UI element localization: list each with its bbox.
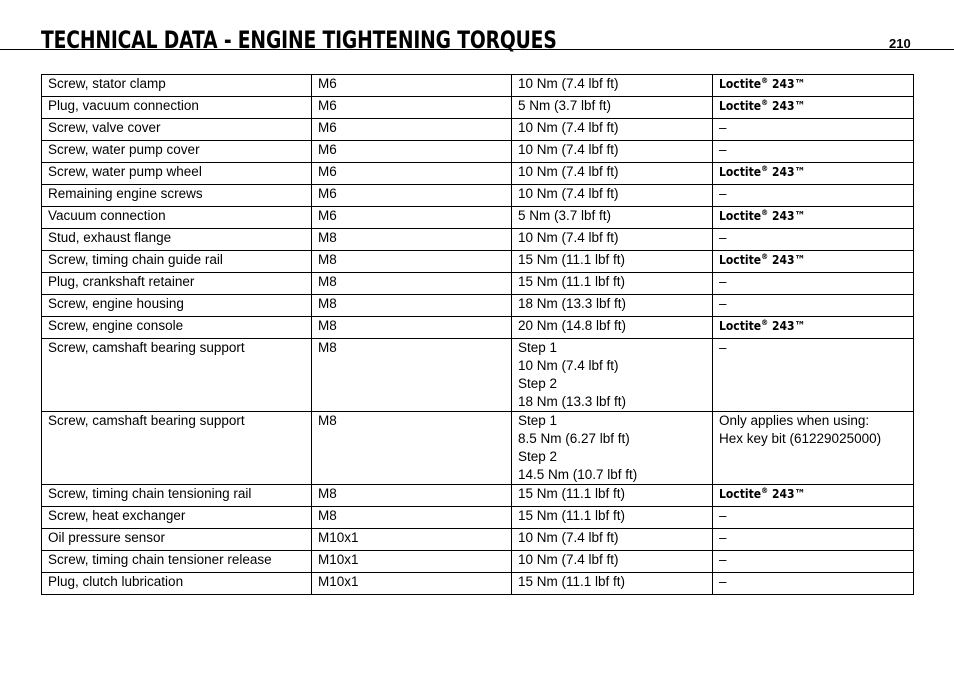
registered-mark: ® bbox=[761, 252, 769, 261]
loctite-label bbox=[719, 75, 805, 93]
cell-component: Screw, timing chain tensioner release bbox=[42, 551, 312, 573]
note-line: – bbox=[719, 120, 727, 135]
cell-thread: M8 bbox=[312, 507, 512, 529]
loctite-brand: Loctite bbox=[719, 209, 762, 223]
cell-thread: M10x1 bbox=[312, 573, 512, 595]
table-row bbox=[42, 412, 914, 485]
cell-torque bbox=[512, 551, 713, 573]
cell-thread: M10x1 bbox=[312, 551, 512, 573]
torque-line: 8.5 Nm (6.27 lbf ft) bbox=[518, 431, 630, 446]
loctite-label bbox=[719, 485, 805, 503]
torque-line: 15 Nm (11.1 lbf ft) bbox=[518, 574, 626, 589]
torque-line: Step 1 bbox=[518, 340, 558, 355]
torque-line: 20 Nm (14.8 lbf ft) bbox=[518, 318, 627, 333]
cell-note bbox=[713, 163, 914, 185]
table-row bbox=[42, 163, 914, 185]
note-line: – bbox=[719, 274, 727, 289]
loctite-product: 243™ bbox=[772, 487, 806, 501]
torque-table-body bbox=[42, 75, 914, 595]
table-row bbox=[42, 295, 914, 317]
cell-torque bbox=[512, 485, 713, 507]
cell-component: Screw, stator clamp bbox=[42, 75, 312, 97]
cell-torque bbox=[512, 119, 713, 141]
loctite-label bbox=[719, 317, 805, 335]
loctite-brand: Loctite bbox=[719, 319, 762, 333]
cell-torque bbox=[512, 529, 713, 551]
cell-thread: M8 bbox=[312, 317, 512, 339]
cell-thread: M6 bbox=[312, 119, 512, 141]
torque-line: 10 Nm (7.4 lbf ft) bbox=[518, 530, 619, 545]
table-row bbox=[42, 507, 914, 529]
torque-line: 10 Nm (7.4 lbf ft) bbox=[518, 552, 619, 567]
cell-thread: M8 bbox=[312, 339, 512, 412]
table-row bbox=[42, 75, 914, 97]
cell-note bbox=[713, 412, 914, 485]
cell-torque bbox=[512, 251, 713, 273]
cell-torque bbox=[512, 273, 713, 295]
torque-line: 10 Nm (7.4 lbf ft) bbox=[518, 186, 619, 201]
cell-component: Plug, vacuum connection bbox=[42, 97, 312, 119]
cell-note bbox=[713, 529, 914, 551]
cell-torque bbox=[512, 185, 713, 207]
torque-line: Step 2 bbox=[518, 376, 558, 391]
header-rule bbox=[0, 49, 954, 50]
cell-component: Screw, water pump wheel bbox=[42, 163, 312, 185]
cell-note bbox=[713, 185, 914, 207]
loctite-product: 243™ bbox=[772, 77, 806, 91]
cell-thread: M10x1 bbox=[312, 529, 512, 551]
loctite-label bbox=[719, 251, 805, 269]
torque-line: 15 Nm (11.1 lbf ft) bbox=[518, 274, 626, 289]
registered-mark: ® bbox=[761, 164, 769, 173]
cell-component: Vacuum connection bbox=[42, 207, 312, 229]
loctite-label bbox=[719, 97, 805, 115]
note-line: – bbox=[719, 230, 727, 245]
torque-line: 10 Nm (7.4 lbf ft) bbox=[518, 142, 619, 157]
torque-line: 10 Nm (7.4 lbf ft) bbox=[518, 164, 619, 179]
cell-component: Screw, valve cover bbox=[42, 119, 312, 141]
page-title: TECHNICAL DATA - ENGINE TIGHTENING TORQUES bbox=[41, 26, 557, 54]
torque-line: Step 2 bbox=[518, 449, 558, 464]
torque-line: 10 Nm (7.4 lbf ft) bbox=[518, 230, 619, 245]
cell-component: Screw, timing chain tensioning rail bbox=[42, 485, 312, 507]
cell-torque bbox=[512, 229, 713, 251]
loctite-product: 243™ bbox=[772, 253, 806, 267]
cell-note bbox=[713, 119, 914, 141]
cell-component: Screw, water pump cover bbox=[42, 141, 312, 163]
cell-torque bbox=[512, 317, 713, 339]
torque-line: 18 Nm (13.3 lbf ft) bbox=[518, 296, 627, 311]
cell-note bbox=[713, 551, 914, 573]
cell-component: Screw, timing chain guide rail bbox=[42, 251, 312, 273]
table-row bbox=[42, 185, 914, 207]
cell-torque bbox=[512, 163, 713, 185]
cell-thread: M8 bbox=[312, 412, 512, 485]
table-row bbox=[42, 573, 914, 595]
cell-torque bbox=[512, 75, 713, 97]
torque-table bbox=[41, 74, 914, 595]
note-line: – bbox=[719, 186, 727, 201]
torque-line: 10 Nm (7.4 lbf ft) bbox=[518, 120, 619, 135]
cell-thread: M6 bbox=[312, 97, 512, 119]
cell-component: Plug, clutch lubrication bbox=[42, 573, 312, 595]
torque-line: 14.5 Nm (10.7 lbf ft) bbox=[518, 467, 638, 482]
loctite-product: 243™ bbox=[772, 209, 806, 223]
note-line: Hex key bit (61229025000) bbox=[719, 431, 882, 446]
cell-thread: M6 bbox=[312, 141, 512, 163]
loctite-product: 243™ bbox=[772, 319, 806, 333]
registered-mark: ® bbox=[761, 318, 769, 327]
loctite-brand: Loctite bbox=[719, 99, 762, 113]
table-row bbox=[42, 229, 914, 251]
note-line: – bbox=[719, 552, 727, 567]
cell-torque bbox=[512, 412, 713, 485]
table-row bbox=[42, 529, 914, 551]
cell-note bbox=[713, 339, 914, 412]
table-row bbox=[42, 207, 914, 229]
cell-note bbox=[713, 485, 914, 507]
loctite-brand: Loctite bbox=[719, 77, 762, 91]
loctite-brand: Loctite bbox=[719, 487, 762, 501]
cell-note bbox=[713, 229, 914, 251]
note-line: – bbox=[719, 508, 727, 523]
torque-line: 10 Nm (7.4 lbf ft) bbox=[518, 76, 619, 91]
registered-mark: ® bbox=[761, 208, 769, 217]
cell-component: Screw, camshaft bearing support bbox=[42, 412, 312, 485]
table-row bbox=[42, 339, 914, 412]
cell-note bbox=[713, 507, 914, 529]
torque-line: 15 Nm (11.1 lbf ft) bbox=[518, 508, 626, 523]
cell-torque bbox=[512, 141, 713, 163]
loctite-brand: Loctite bbox=[719, 165, 762, 179]
cell-component: Oil pressure sensor bbox=[42, 529, 312, 551]
cell-note bbox=[713, 97, 914, 119]
note-line: – bbox=[719, 142, 727, 157]
note-line: Only applies when using: bbox=[719, 413, 870, 428]
torque-line: 15 Nm (11.1 lbf ft) bbox=[518, 486, 626, 501]
loctite-label bbox=[719, 163, 805, 181]
table-row bbox=[42, 273, 914, 295]
cell-torque bbox=[512, 507, 713, 529]
cell-note bbox=[713, 573, 914, 595]
cell-component: Screw, camshaft bearing support bbox=[42, 339, 312, 412]
torque-line: 18 Nm (13.3 lbf ft) bbox=[518, 394, 627, 409]
table-row bbox=[42, 119, 914, 141]
cell-note bbox=[713, 75, 914, 97]
table-row bbox=[42, 97, 914, 119]
cell-note bbox=[713, 273, 914, 295]
loctite-product: 243™ bbox=[772, 99, 806, 113]
cell-component: Screw, heat exchanger bbox=[42, 507, 312, 529]
note-line: – bbox=[719, 340, 727, 355]
cell-thread: M8 bbox=[312, 251, 512, 273]
loctite-brand: Loctite bbox=[719, 253, 762, 267]
registered-mark: ® bbox=[761, 98, 769, 107]
cell-torque bbox=[512, 97, 713, 119]
loctite-label bbox=[719, 207, 805, 225]
cell-component: Screw, engine console bbox=[42, 317, 312, 339]
table-row bbox=[42, 551, 914, 573]
cell-torque bbox=[512, 339, 713, 412]
note-line: – bbox=[719, 296, 727, 311]
cell-thread: M8 bbox=[312, 229, 512, 251]
cell-thread: M6 bbox=[312, 163, 512, 185]
registered-mark: ® bbox=[761, 486, 769, 495]
page-number: 210 bbox=[889, 36, 911, 51]
cell-thread: M6 bbox=[312, 75, 512, 97]
note-line: – bbox=[719, 574, 727, 589]
cell-note bbox=[713, 141, 914, 163]
torque-line: 10 Nm (7.4 lbf ft) bbox=[518, 358, 619, 373]
cell-note bbox=[713, 251, 914, 273]
cell-thread: M6 bbox=[312, 185, 512, 207]
cell-thread: M8 bbox=[312, 485, 512, 507]
cell-note bbox=[713, 295, 914, 317]
cell-note bbox=[713, 207, 914, 229]
torque-line: Step 1 bbox=[518, 413, 558, 428]
cell-thread: M8 bbox=[312, 295, 512, 317]
loctite-product: 243™ bbox=[772, 165, 806, 179]
cell-torque bbox=[512, 573, 713, 595]
cell-thread: M6 bbox=[312, 207, 512, 229]
cell-component: Plug, crankshaft retainer bbox=[42, 273, 312, 295]
cell-component: Remaining engine screws bbox=[42, 185, 312, 207]
table-row bbox=[42, 317, 914, 339]
registered-mark: ® bbox=[761, 76, 769, 85]
torque-line: 5 Nm (3.7 lbf ft) bbox=[518, 98, 612, 113]
cell-torque bbox=[512, 207, 713, 229]
torque-line: 5 Nm (3.7 lbf ft) bbox=[518, 208, 612, 223]
table-row bbox=[42, 251, 914, 273]
torque-line: 15 Nm (11.1 lbf ft) bbox=[518, 252, 626, 267]
cell-component: Screw, engine housing bbox=[42, 295, 312, 317]
note-line: – bbox=[719, 530, 727, 545]
table-row bbox=[42, 485, 914, 507]
table-row bbox=[42, 141, 914, 163]
cell-torque bbox=[512, 295, 713, 317]
cell-component: Stud, exhaust flange bbox=[42, 229, 312, 251]
cell-note bbox=[713, 317, 914, 339]
cell-thread: M8 bbox=[312, 273, 512, 295]
